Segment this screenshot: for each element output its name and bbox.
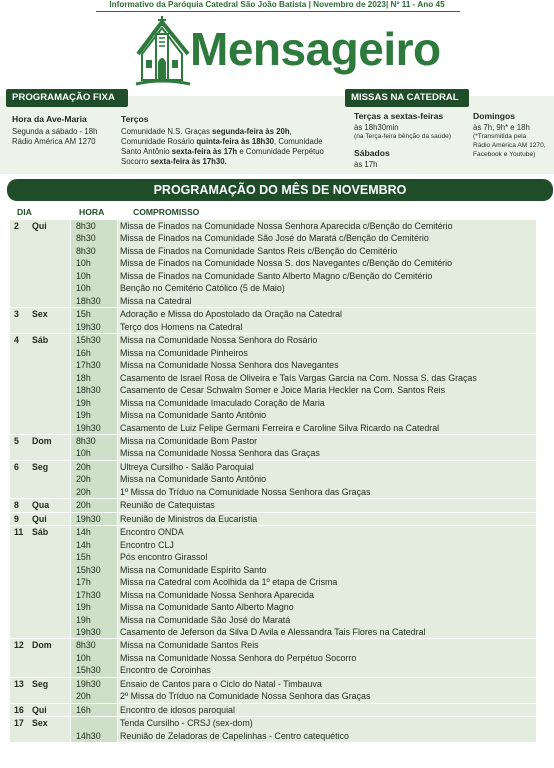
day-group (10, 525, 536, 638)
event-description: Encontro de Coroinhas (120, 665, 211, 676)
event-hour: 14h30 (76, 730, 101, 741)
event-hour: 15h30 (76, 564, 101, 575)
event-hour: 8h30 (76, 435, 96, 446)
ave-maria-time: Segunda a sábado - 18h (12, 127, 98, 136)
event-hour: 10h (76, 283, 91, 294)
domingos-title: Domingos (473, 111, 516, 121)
event-hour: 19h30 (76, 513, 101, 524)
tercos-line-1: Comunidade N.S. Graças segunda-feira às 20h, (121, 127, 292, 136)
event-description: Encontro de idosos paroquial (120, 704, 235, 715)
event-description: Pós encontro Girassol (120, 552, 208, 563)
event-description: Missa na Comunidade Santo Alberto Magno (120, 602, 294, 613)
event-hour: 19h30 (76, 678, 101, 689)
event-hour: 10h (76, 258, 91, 269)
event-hour: 19h30 (76, 321, 101, 332)
schedule-row (10, 447, 536, 459)
event-description: Encontro ONDA (120, 527, 184, 538)
schedule-row (10, 384, 536, 396)
day-weekday: Qui (32, 221, 47, 231)
event-description: Casamento de Israel Rosa de Oliveira e Taís Vargas Garcia na Com. Nossa S. das Graças (120, 372, 477, 383)
day-weekday: Qui (32, 704, 47, 715)
event-hour: 19h (76, 410, 91, 421)
event-hour: 15h30 (76, 335, 101, 346)
ave-maria-radio: Rádio América AM 1270 (12, 137, 96, 146)
schedule-row (10, 589, 536, 601)
event-hour: 20h (76, 486, 91, 497)
schedule-row (10, 372, 536, 384)
day-weekday: Sex (32, 718, 48, 729)
event-description: Ultreya Cursilho - Salão Paroquial (120, 461, 254, 472)
day-weekday: Sáb (32, 335, 49, 346)
day-group (10, 333, 536, 434)
event-description: Missa de Finados na Comunidade São José do Maratá c/Benção do Cemitério (120, 233, 429, 244)
schedule-row (10, 282, 536, 294)
missas-catedral-tag: MISSAS NA CATEDRAL (345, 89, 469, 107)
event-description: Missa na Comunidade Nossa Senhora Aparecida (120, 589, 314, 600)
event-description: Missa na Comunidade Nossa Senhora do Perpétuo Socorro (120, 652, 357, 663)
schedule-row (10, 551, 536, 563)
day-weekday: Sex (32, 309, 48, 320)
schedule-row (10, 652, 536, 664)
day-group (10, 638, 536, 676)
sabados-time: às 17h (354, 160, 378, 169)
domingos-note-2: Rádio América AM 1270, (473, 142, 546, 149)
tercos-line-4: Socorro sexta-feira às 17h30. (121, 157, 227, 166)
schedule-row (10, 576, 536, 588)
event-hour: 20h (76, 691, 91, 702)
event-hour: 18h30 (76, 295, 101, 306)
schedule-row (10, 308, 536, 320)
event-description: Missa na Catedral com Acolhida da 1º etapa de Crisma (120, 577, 338, 588)
event-hour: 19h (76, 602, 91, 613)
church-logo-icon (132, 14, 194, 88)
schedule-row (10, 513, 536, 525)
day-group (10, 460, 536, 498)
event-hour: 15h (76, 309, 91, 320)
schedule-row (10, 539, 536, 551)
event-description: Tenda Cursilho - CRSJ (sex-dom) (120, 718, 253, 729)
day-weekday: Seg (32, 678, 49, 689)
schedule-table (10, 219, 536, 742)
event-description: Missa na Comunidade Santos Reis (120, 640, 259, 651)
day-weekday: Dom (32, 435, 52, 446)
day-number: 5 (14, 435, 19, 446)
event-hour: 20h (76, 461, 91, 472)
day-number: 2 (14, 221, 19, 231)
schedule-row (10, 601, 536, 613)
schedule-row (10, 257, 536, 269)
event-description: Missa de Finados na Comunidade Nossa S. dos Navegantes c/Benção do Cemitério (120, 258, 453, 269)
schedule-row (10, 270, 536, 282)
event-description: Missa na Comunidade Nossa Senhora do Rosário (120, 335, 318, 346)
day-number: 6 (14, 461, 19, 472)
tercos-line-3: Santo Antônio sexta-feira às 17h e Comunidade Perpétuo (121, 147, 324, 156)
schedule-row (10, 639, 536, 651)
month-schedule-title: PROGRAMAÇÃO DO MÊS DE NOVEMBRO (7, 179, 553, 201)
event-hour: 8h30 (76, 233, 96, 244)
day-group (10, 307, 536, 333)
event-description: Adoração e Missa do Apostolado da Oração na Catedral (120, 309, 343, 320)
sabados-title: Sábados (354, 148, 390, 158)
event-description: 1º Missa do Tríduo na Comunidade Nossa Senhora das Graças (120, 486, 371, 497)
day-number: 12 (14, 640, 24, 651)
event-hour: 16h (76, 704, 91, 715)
event-description: Casamento de Cesar Schwalm Somer e Joice Maria Heckler na Com. Santos Reis (120, 385, 446, 396)
schedule-row (10, 704, 536, 716)
event-description: Missa na Comunidade Imaculado Coração de Maria (120, 397, 325, 408)
day-weekday: Seg (32, 461, 49, 472)
day-weekday: Qui (32, 513, 47, 524)
day-number: 3 (14, 309, 19, 320)
schedule-row (10, 245, 536, 257)
event-hour: 14h (76, 527, 91, 538)
schedule-row (10, 295, 536, 307)
event-hour: 19h30 (76, 422, 101, 433)
day-group (10, 716, 536, 742)
day-group (10, 498, 536, 511)
event-hour: 15h (76, 552, 91, 563)
schedule-row (10, 461, 536, 473)
event-description: Missa na Comunidade Nossa Senhora das Graças (120, 448, 320, 459)
event-description: Missa de Finados na Comunidade Nossa Senhora Aparecida c/Benção do Cemitério (120, 221, 453, 231)
schedule-row (10, 347, 536, 359)
tercas-title: Terças a sextas-feiras (354, 111, 444, 121)
event-description: 2º Missa do Tríduo na Comunidade Nossa Senhora das Graças (120, 691, 371, 702)
event-hour: 18h (76, 372, 91, 383)
event-hour: 8h30 (76, 640, 96, 651)
event-description: Missa de Finados na Comunidade Santo Alberto Magno c/Benção do Cemitério (120, 270, 433, 281)
schedule-row (10, 690, 536, 702)
tercas-note: (na Terça-feira bênção da saúde) (354, 133, 452, 140)
event-hour: 19h (76, 614, 91, 625)
event-hour: 8h30 (76, 221, 96, 231)
schedule-row (10, 626, 536, 638)
event-description: Missa na Comunidade Santo Antônio (120, 474, 267, 485)
schedule-row (10, 334, 536, 346)
domingos-note-1: (*Transmitida pela (473, 133, 527, 140)
event-hour: 19h30 (76, 627, 101, 637)
tercas-time: às 18h30min (354, 123, 399, 132)
schedule-row (10, 678, 536, 690)
schedule-row (10, 321, 536, 333)
col-dia-header: DIA (17, 207, 32, 217)
newsletter-info-line: Informativo da Paróquia Catedral São João Batista | Novembro de 2023| Nº 11 - Ano 45 (109, 0, 445, 9)
col-compromisso-header: COMPROMISSO (133, 207, 200, 217)
schedule-row (10, 664, 536, 676)
top-divider (96, 11, 460, 12)
schedule-row (10, 499, 536, 511)
event-hour: 20h (76, 474, 91, 485)
newsletter-title: Mensageiro (190, 23, 441, 75)
event-description: Casamento de Luiz Felipe Germani Ferreira e Caroline Silva Ricardo na Catedral (120, 422, 440, 433)
day-group (10, 434, 536, 460)
event-hour: 15h30 (76, 665, 101, 676)
schedule-row (10, 526, 536, 538)
event-description: Missa na Comunidade Santo Antônio (120, 410, 267, 421)
event-description: Missa na Comunidade São José do Maratá (120, 614, 291, 625)
day-weekday: Dom (32, 640, 52, 651)
domingos-time: às 7h, 9h* e 18h (473, 123, 530, 132)
event-hour: 10h (76, 448, 91, 459)
day-number: 8 (14, 500, 19, 511)
day-weekday: Sáb (32, 527, 49, 538)
event-description: Missa na Comunidade Espírito Santo (120, 564, 267, 575)
event-description: Missa na Comunidade Nossa Senhora dos Navegantes (120, 360, 339, 371)
tercos-line-2: Comunidade Rosário quinta-feira às 18h30, Comunidade (121, 137, 323, 146)
event-hour: 17h30 (76, 360, 101, 371)
day-group (10, 677, 536, 703)
event-hour: 20h (76, 500, 91, 511)
ave-maria-title: Hora da Ave-Maria (12, 114, 87, 124)
event-description: Reunião de Zeladoras de Capelinhas - Centro catequético (120, 730, 349, 741)
event-hour: 8h30 (76, 245, 96, 256)
event-hour: 18h30 (76, 385, 101, 396)
day-number: 11 (14, 527, 24, 538)
day-number: 9 (14, 513, 19, 524)
event-description: Missa na Catedral (120, 295, 192, 306)
schedule-column-headers (0, 207, 554, 219)
schedule-row (10, 359, 536, 371)
day-number: 13 (14, 678, 24, 689)
event-description: Missa na Comunidade Pinheiros (120, 347, 248, 358)
schedule-row (10, 614, 536, 626)
event-hour: 17h (76, 577, 91, 588)
event-description: Casamento de Jeferson da Silva D Avila e Alessandra Tais Flores na Catedral (120, 627, 426, 637)
programacao-fixa-tag: PROGRAMAÇÃO FIXA (6, 89, 128, 107)
event-description: Reunião de Catequistas (120, 500, 215, 511)
day-number: 4 (14, 335, 19, 346)
schedule-row (10, 730, 536, 742)
event-description: Benção no Cemitério Católico (5 de Maio) (120, 283, 285, 294)
schedule-row (10, 564, 536, 576)
day-number: 16 (14, 704, 24, 715)
day-group (10, 219, 536, 307)
schedule-row (10, 232, 536, 244)
event-description: Ensaio de Cantos para o Ciclo do Natal - Timbauva (120, 678, 322, 689)
schedule-row (10, 409, 536, 421)
event-hour: 16h (76, 347, 91, 358)
event-hour: 17h30 (76, 589, 101, 600)
day-group (10, 703, 536, 716)
event-description: Missa na Comunidade Bom Pastor (120, 435, 258, 446)
event-hour: 19h (76, 397, 91, 408)
schedule-row (10, 435, 536, 447)
event-description: Missa de Finados na Comunidade Santos Reis c/Benção do Cemitério (120, 245, 398, 256)
event-hour: 14h (76, 539, 91, 550)
schedule-row (10, 473, 536, 485)
day-number: 17 (14, 718, 24, 729)
schedule-row (10, 220, 536, 232)
event-description: Reunião de Ministros da Eucaristia (120, 513, 258, 524)
tercos-title: Terços (121, 114, 149, 124)
day-weekday: Qua (32, 500, 50, 511)
schedule-row (10, 397, 536, 409)
event-description: Encontro CLJ (120, 539, 174, 550)
schedule-row (10, 486, 536, 498)
domingos-note-3: Facebook e Youtube) (473, 151, 536, 158)
day-group (10, 512, 536, 525)
col-hora-header: HORA (79, 207, 105, 217)
event-description: Terço dos Homens na Catedral (120, 321, 243, 332)
event-hour: 10h (76, 270, 91, 281)
schedule-row (10, 422, 536, 434)
event-hour: 10h (76, 652, 91, 663)
schedule-row (10, 717, 536, 729)
